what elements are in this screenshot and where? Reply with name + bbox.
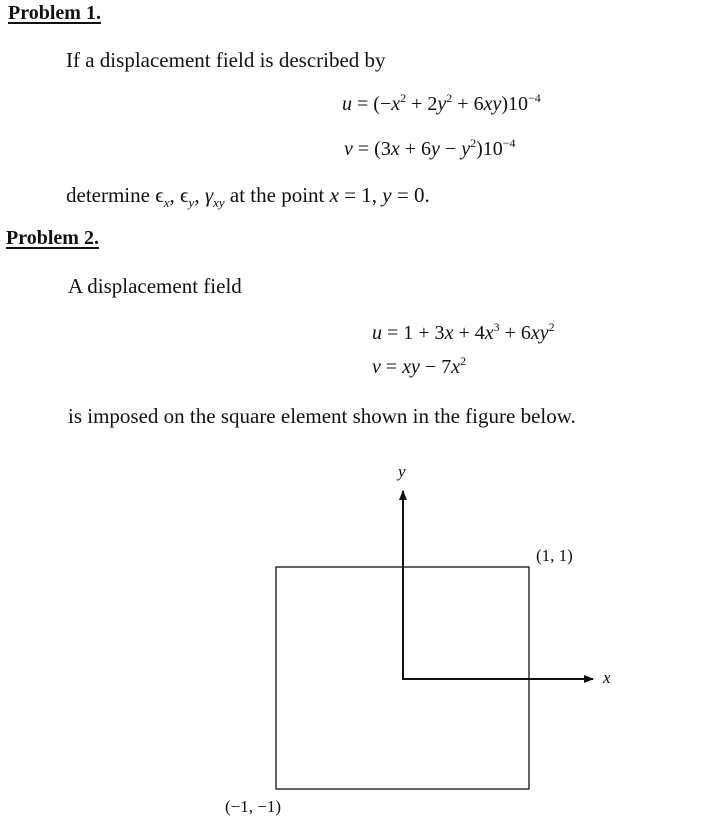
x-axis-label: x: [603, 668, 611, 687]
problem2-equation-v: v = xy − $7x^2$: [372, 354, 467, 378]
problem1-determine: determine $\epsilon_x$, $\epsilon_y$, $\gamma_{xy}$ at the point x = 1, y = 0.: [66, 183, 430, 210]
problem2-equation-u: $u = 1 + 3x + 4x^3 + 6xy^2$: [372, 320, 555, 344]
y-axis-label: y: [398, 462, 406, 481]
corner-label-top-right: (1, 1): [536, 546, 573, 565]
problem2-imposed-text: is imposed on the square element shown in the figure below.: [68, 404, 576, 428]
corner-label-bottom-left: (−1, −1): [225, 797, 281, 816]
problem2-heading: Problem 2.: [6, 227, 99, 249]
problem1-heading: Problem 1.: [8, 2, 101, 24]
problem1-equation-u: $u = (-x^2 + 2y^2 + 6xy)10^{-4}$: [342, 91, 541, 115]
problem1-intro: If a displacement field is described by: [66, 48, 386, 72]
problem2-intro: A displacement field: [68, 274, 242, 298]
problem1-equation-v: $v = (3x + 6y - y^2)10^{-4}$: [344, 136, 516, 160]
